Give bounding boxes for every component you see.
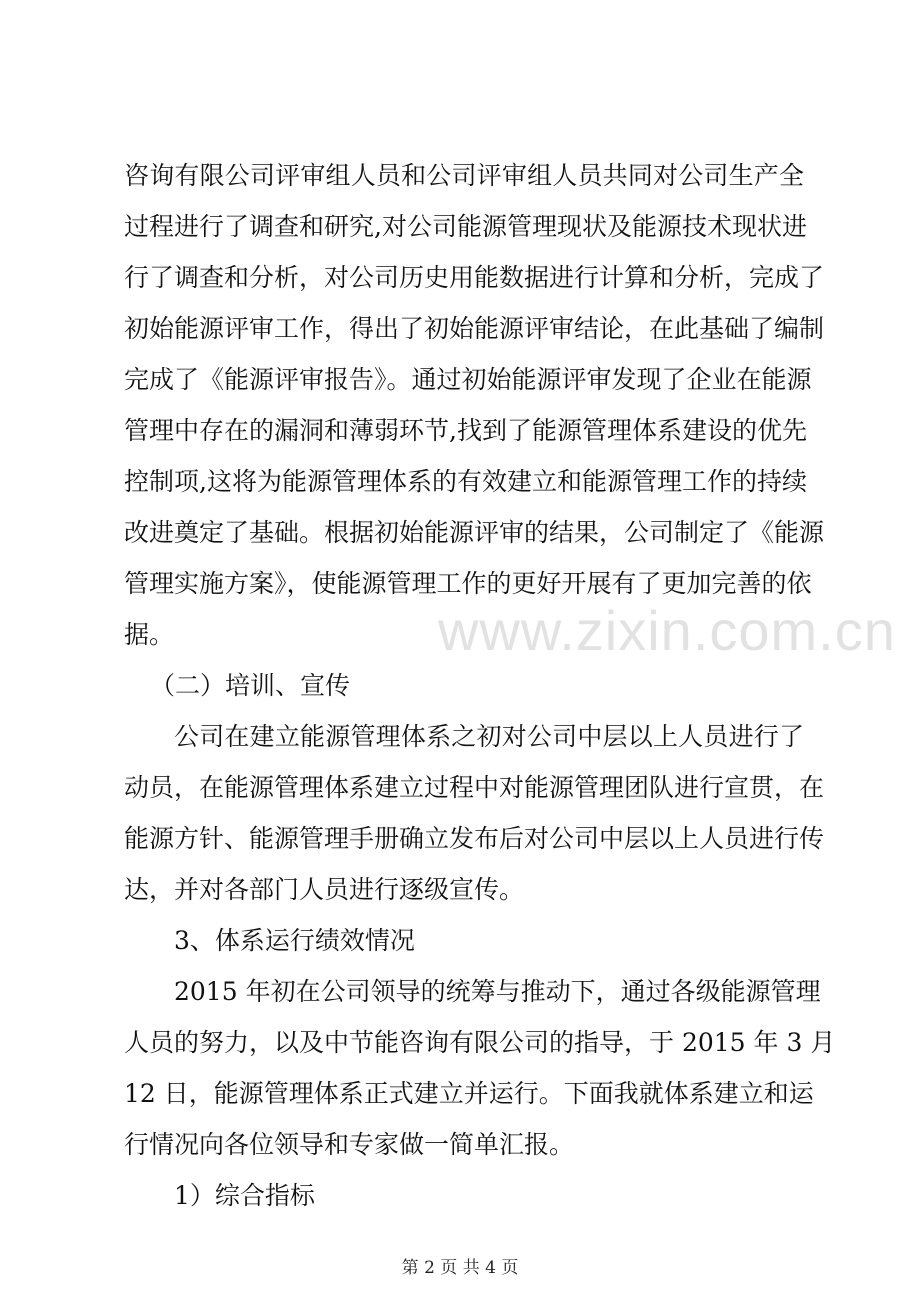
section-heading-performance: 3、体系运行绩效情况: [174, 926, 415, 955]
paragraph-1-line-5: 完成了《能源评审报告》。通过初始能源评审发现了企业在能源: [124, 365, 812, 394]
paragraph-3-line-3: 12 日，能源管理体系正式建立并运行。下面我就体系建立和运: [124, 1079, 814, 1108]
paragraph-1-line-8: 改进奠定了基础。根据初始能源评审的结果，公司制定了《能源: [124, 518, 825, 547]
paragraph-1-line-3: 行了调查和分析，对公司历史用能数据进行计算和分析，完成了: [124, 263, 825, 292]
paragraph-2-line-2: 动员，在能源管理体系建立过程中对能源管理团队进行宣贯，在: [124, 773, 825, 802]
paragraph-1-line-9: 管理实施方案》，使能源管理工作的更好开展有了更加完善的依: [124, 569, 812, 598]
paragraph-2-line-4: 达，并对各部门人员进行逐级宣传。: [124, 875, 525, 904]
paragraph-1-line-7: 控制项,这将为能源管理体系的有效建立和能源管理工作的持续: [124, 467, 807, 496]
paragraph-3-line-2: 人员的努力，以及中节能咨询有限公司的指导，于 2015 年 3 月: [124, 1028, 836, 1057]
watermark-text: www.zixin.com.cn: [438, 599, 896, 662]
paragraph-1-line-4: 初始能源评审工作，得出了初始能源评审结论，在此基础了编制: [124, 314, 825, 343]
paragraph-1-line-10: 据。: [124, 620, 175, 649]
paragraph-1-line-1: 咨询有限公司评审组人员和公司评审组人员共同对公司生产全: [124, 161, 804, 190]
paragraph-2-line-3: 能源方针、能源管理手册确立发布后对公司中层以上人员进行传: [124, 824, 825, 853]
paragraph-3-line-4: 行情况向各位领导和专家做一简单汇报。: [124, 1130, 575, 1159]
paragraph-1-line-2: 过程进行了调查和研究,对公司能源管理现状及能源技术现状进: [124, 212, 807, 241]
section-heading-indicators: 1）综合指标: [174, 1181, 315, 1210]
section-heading-training: （二）培训、宣传: [150, 671, 351, 700]
page-footer: 第 2 页 共 4 页: [401, 1258, 519, 1278]
paragraph-2-line-1: 公司在建立能源管理体系之初对公司中层以上人员进行了: [174, 722, 804, 751]
paragraph-3-line-1: 2015 年初在公司领导的统筹与推动下，通过各级能源管理: [174, 977, 821, 1006]
paragraph-1-line-6: 管理中存在的漏洞和薄弱环节,找到了能源管理体系建设的优先: [124, 416, 807, 445]
